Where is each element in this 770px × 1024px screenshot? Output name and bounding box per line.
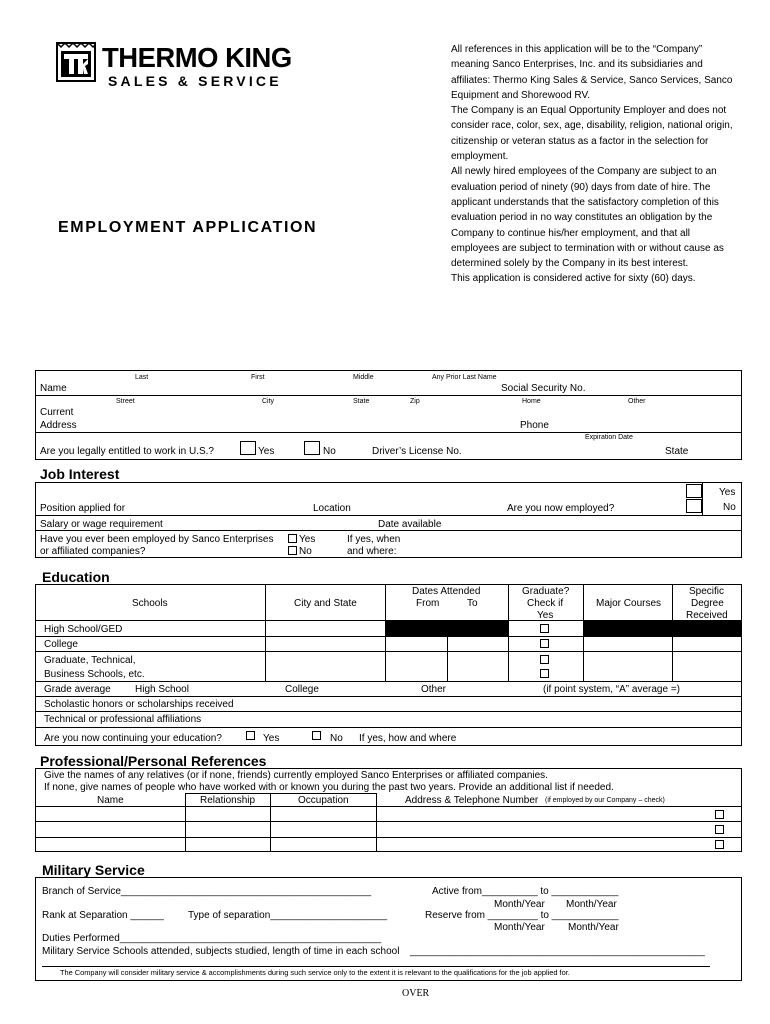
military-footnote: The Company will consider military service & accomplishments during such service only to the extent it is relevant to the qualifications for the job applied for. (60, 968, 570, 977)
military-schools-label: Military Service Schools attended, subjects studied, length of time in each school (42, 946, 400, 957)
rank-at-separation[interactable]: Rank at Separation ______ (42, 910, 164, 921)
hint-middle: Middle (353, 374, 374, 381)
divider (35, 651, 742, 652)
employed-by-company-checkbox[interactable] (715, 810, 724, 819)
active-from[interactable]: Active from__________ to ____________ (432, 886, 619, 897)
col-address-phone: Address & Telephone Number (405, 795, 539, 806)
divider (35, 711, 742, 712)
divider (376, 793, 377, 852)
name-field[interactable] (90, 381, 490, 394)
legal-no-label: No (323, 446, 336, 457)
branch-of-service[interactable]: Branch of Service_____________________________________________ (42, 886, 372, 897)
page-title: EMPLOYMENT APPLICATION (58, 219, 318, 236)
notice-paragraph: This application is considered active for sixty (60) days. (451, 273, 696, 285)
col-degree: Degree (691, 598, 724, 609)
shaded-cell (584, 621, 742, 636)
address-field[interactable] (90, 405, 500, 431)
divider (35, 515, 742, 516)
ssn-label: Social Security No. (501, 383, 586, 394)
salary-field[interactable] (170, 517, 370, 529)
section-title-references: Professional/Personal References (40, 753, 267, 769)
phone-field[interactable] (555, 418, 740, 431)
if-yes-when-label: If yes, when (347, 534, 401, 545)
col-name: Name (97, 795, 124, 806)
honors-label: Scholastic honors or scholarships received (44, 699, 234, 710)
date-available-field[interactable] (445, 517, 735, 529)
employed-yes-label: Yes (719, 487, 736, 498)
notice-text (451, 42, 736, 287)
col-schools: Schools (132, 598, 168, 609)
graduate-checkbox[interactable] (540, 639, 549, 648)
col-major-courses: Major Courses (596, 598, 662, 609)
hint-city: City (262, 398, 275, 405)
section-title-job-interest: Job Interest (40, 466, 120, 482)
divider (185, 793, 376, 794)
references-instructions: Give the names of any relatives (or if none, friends) currently employed Sanco Enterprises or affiliated companies. (44, 770, 548, 781)
continuing-no-label: No (330, 733, 343, 744)
hint-zip: Zip (410, 398, 420, 405)
hint-state: State (353, 398, 370, 405)
grade-average-label: Grade average (44, 684, 111, 695)
section-title-military: Military Service (42, 862, 145, 878)
grade-college-label: College (285, 684, 319, 695)
divider (35, 727, 742, 728)
if-yes-how-label: If yes, how and where (359, 733, 457, 744)
divider (35, 432, 742, 433)
fill-line[interactable] (42, 966, 710, 967)
reserve-from-month-year: Month/Year (494, 922, 545, 933)
legal-yes-checkbox[interactable] (240, 441, 256, 455)
date-available-label: Date available (378, 519, 442, 530)
col-from: From (416, 598, 440, 609)
divider (265, 584, 266, 681)
ssn-field[interactable] (590, 381, 740, 394)
position-field[interactable] (130, 500, 305, 513)
sanco-no-checkbox[interactable] (288, 546, 297, 555)
duties-performed[interactable]: Duties Performed_______________________________________________ (42, 933, 382, 944)
location-label: Location (313, 503, 351, 514)
active-to-month-year: Month/Year (566, 899, 617, 910)
divider (185, 793, 186, 852)
grade-other-label: Other (421, 684, 447, 695)
divider (35, 636, 742, 637)
type-of-separation[interactable]: Type of separation_____________________ (188, 910, 388, 921)
grade-high-school-label: High School (135, 684, 189, 695)
employed-yes-checkbox[interactable] (686, 484, 702, 498)
sanco-employment-question: Have you ever been employed by Sanco Enterprises (40, 534, 274, 545)
col-yes: Yes (537, 610, 554, 621)
hint-first: First (251, 374, 265, 381)
divider (35, 837, 742, 838)
row-business-schools: Business Schools, etc. (44, 669, 145, 680)
active-from-month-year: Month/Year (494, 899, 545, 910)
reserve-to-month-year: Month/Year (568, 922, 619, 933)
hint-last: Last (135, 374, 149, 381)
divider (270, 793, 271, 852)
divider (35, 806, 742, 807)
section-title-education: Education (42, 569, 110, 585)
address-label: Address (40, 420, 77, 431)
employed-question: Are you now employed? (507, 503, 615, 514)
hint-street: Street (116, 398, 135, 405)
references-instructions-cont: If none, give names of people who have worked with or known you during the past two years. Provide an additional list if needed. (44, 782, 614, 793)
divider (35, 530, 742, 531)
sanco-employment-question-cont: or affiliated companies? (40, 546, 146, 557)
sanco-yes-checkbox[interactable] (288, 534, 297, 543)
sanco-no-label: No (299, 546, 312, 557)
col-graduate: Graduate? (522, 586, 570, 597)
employed-no-checkbox[interactable] (686, 499, 702, 513)
legal-no-checkbox[interactable] (304, 441, 320, 455)
divider (508, 584, 509, 681)
affiliations-label: Technical or professional affiliations (44, 714, 202, 725)
graduate-checkbox[interactable] (540, 655, 549, 664)
expiration-date-hint: Expiration Date (585, 434, 633, 441)
col-dates-attended: Dates Attended (412, 586, 481, 597)
col-check-if: Check if (527, 598, 564, 609)
position-label: Position applied for (40, 503, 126, 514)
notice-paragraph: The Company is an Equal Opportunity Employer and does not consider race, color, sex, age, disability, religion, national origin, citizenship or veteran status as a factor in the selection for employment. (451, 105, 733, 163)
thermo-king-logo-icon (56, 42, 96, 82)
col-occupation: Occupation (298, 795, 349, 806)
phone-label: Phone (520, 420, 549, 431)
grade-point-note: (if point system, “A” average =) (543, 684, 680, 695)
divider (35, 395, 742, 396)
location-field[interactable] (356, 500, 501, 513)
license-state-label: State (665, 446, 689, 457)
row-college: College (44, 639, 78, 650)
when-where-field[interactable] (410, 533, 735, 556)
continuing-no-checkbox[interactable] (312, 731, 321, 740)
shaded-cell (386, 621, 508, 636)
legal-work-label: Are you legally entitled to work in U.S.? (40, 446, 214, 457)
sanco-yes-label: Yes (299, 534, 316, 545)
current-label: Current (40, 407, 74, 418)
hint-home: Home (522, 398, 541, 405)
graduate-checkbox[interactable] (540, 624, 549, 633)
reserve-from[interactable]: Reserve from _________ to ____________ (425, 910, 619, 921)
col-to: To (467, 598, 478, 609)
col-degree-specific: Specific (689, 586, 725, 597)
military-schools-field[interactable]: _____________________________________________________ (410, 946, 705, 957)
continuing-education-label: Are you now continuing your education? (44, 733, 222, 744)
hint-prior-name: Any Prior Last Name (432, 374, 497, 381)
hint-other: Other (628, 398, 646, 405)
employed-by-company-checkbox[interactable] (715, 825, 724, 834)
name-label: Name (40, 383, 67, 394)
employed-by-company-checkbox[interactable] (715, 840, 724, 849)
divider (35, 696, 742, 697)
divider (702, 482, 703, 515)
legal-yes-label: Yes (258, 446, 275, 457)
col-degree-received: Received (686, 610, 728, 621)
continuing-yes-checkbox[interactable] (246, 731, 255, 740)
divider (35, 681, 742, 682)
company-logo (56, 41, 331, 91)
salary-label: Salary or wage requirement (40, 519, 163, 530)
and-where-label: and where: (347, 546, 397, 557)
divider (35, 821, 742, 822)
employed-no-label: No (723, 502, 736, 513)
license-field[interactable] (465, 443, 655, 456)
notice-paragraph: All references in this application will be to the “Company” meaning Sanco Enterprises, Inc. and its subsidiaries and affiliates: Thermo King Sales & Service, Sanco Services, Sanco Equipment and Shorewood RV. (451, 44, 733, 101)
logo-brand: THERMO KING (102, 42, 292, 73)
continuing-yes-label: Yes (263, 733, 280, 744)
col-relationship: Relationship (200, 795, 256, 806)
notice-paragraph: All newly hired employees of the Company are subject to an evaluation period of ninety (90) days from date of hire. The applicant understands that the satisfactory completion of this evaluation period in no way constitutes an obligation by the Company to continue his/her employment, and that all employees are subject to termination with or without cause as determined solely by the Company in its best interest. (451, 166, 724, 270)
row-graduate-technical: Graduate, Technical, (44, 655, 136, 666)
row-high-school: High School/GED (44, 624, 123, 635)
license-label: Driver’s License No. (372, 446, 462, 457)
logo-subtitle: SALES & SERVICE (108, 73, 282, 89)
graduate-checkbox[interactable] (540, 669, 549, 678)
col-city-state: City and State (294, 598, 357, 609)
over-label: OVER (402, 988, 430, 999)
col-address-note: (if employed by our Company – check) (545, 797, 665, 804)
